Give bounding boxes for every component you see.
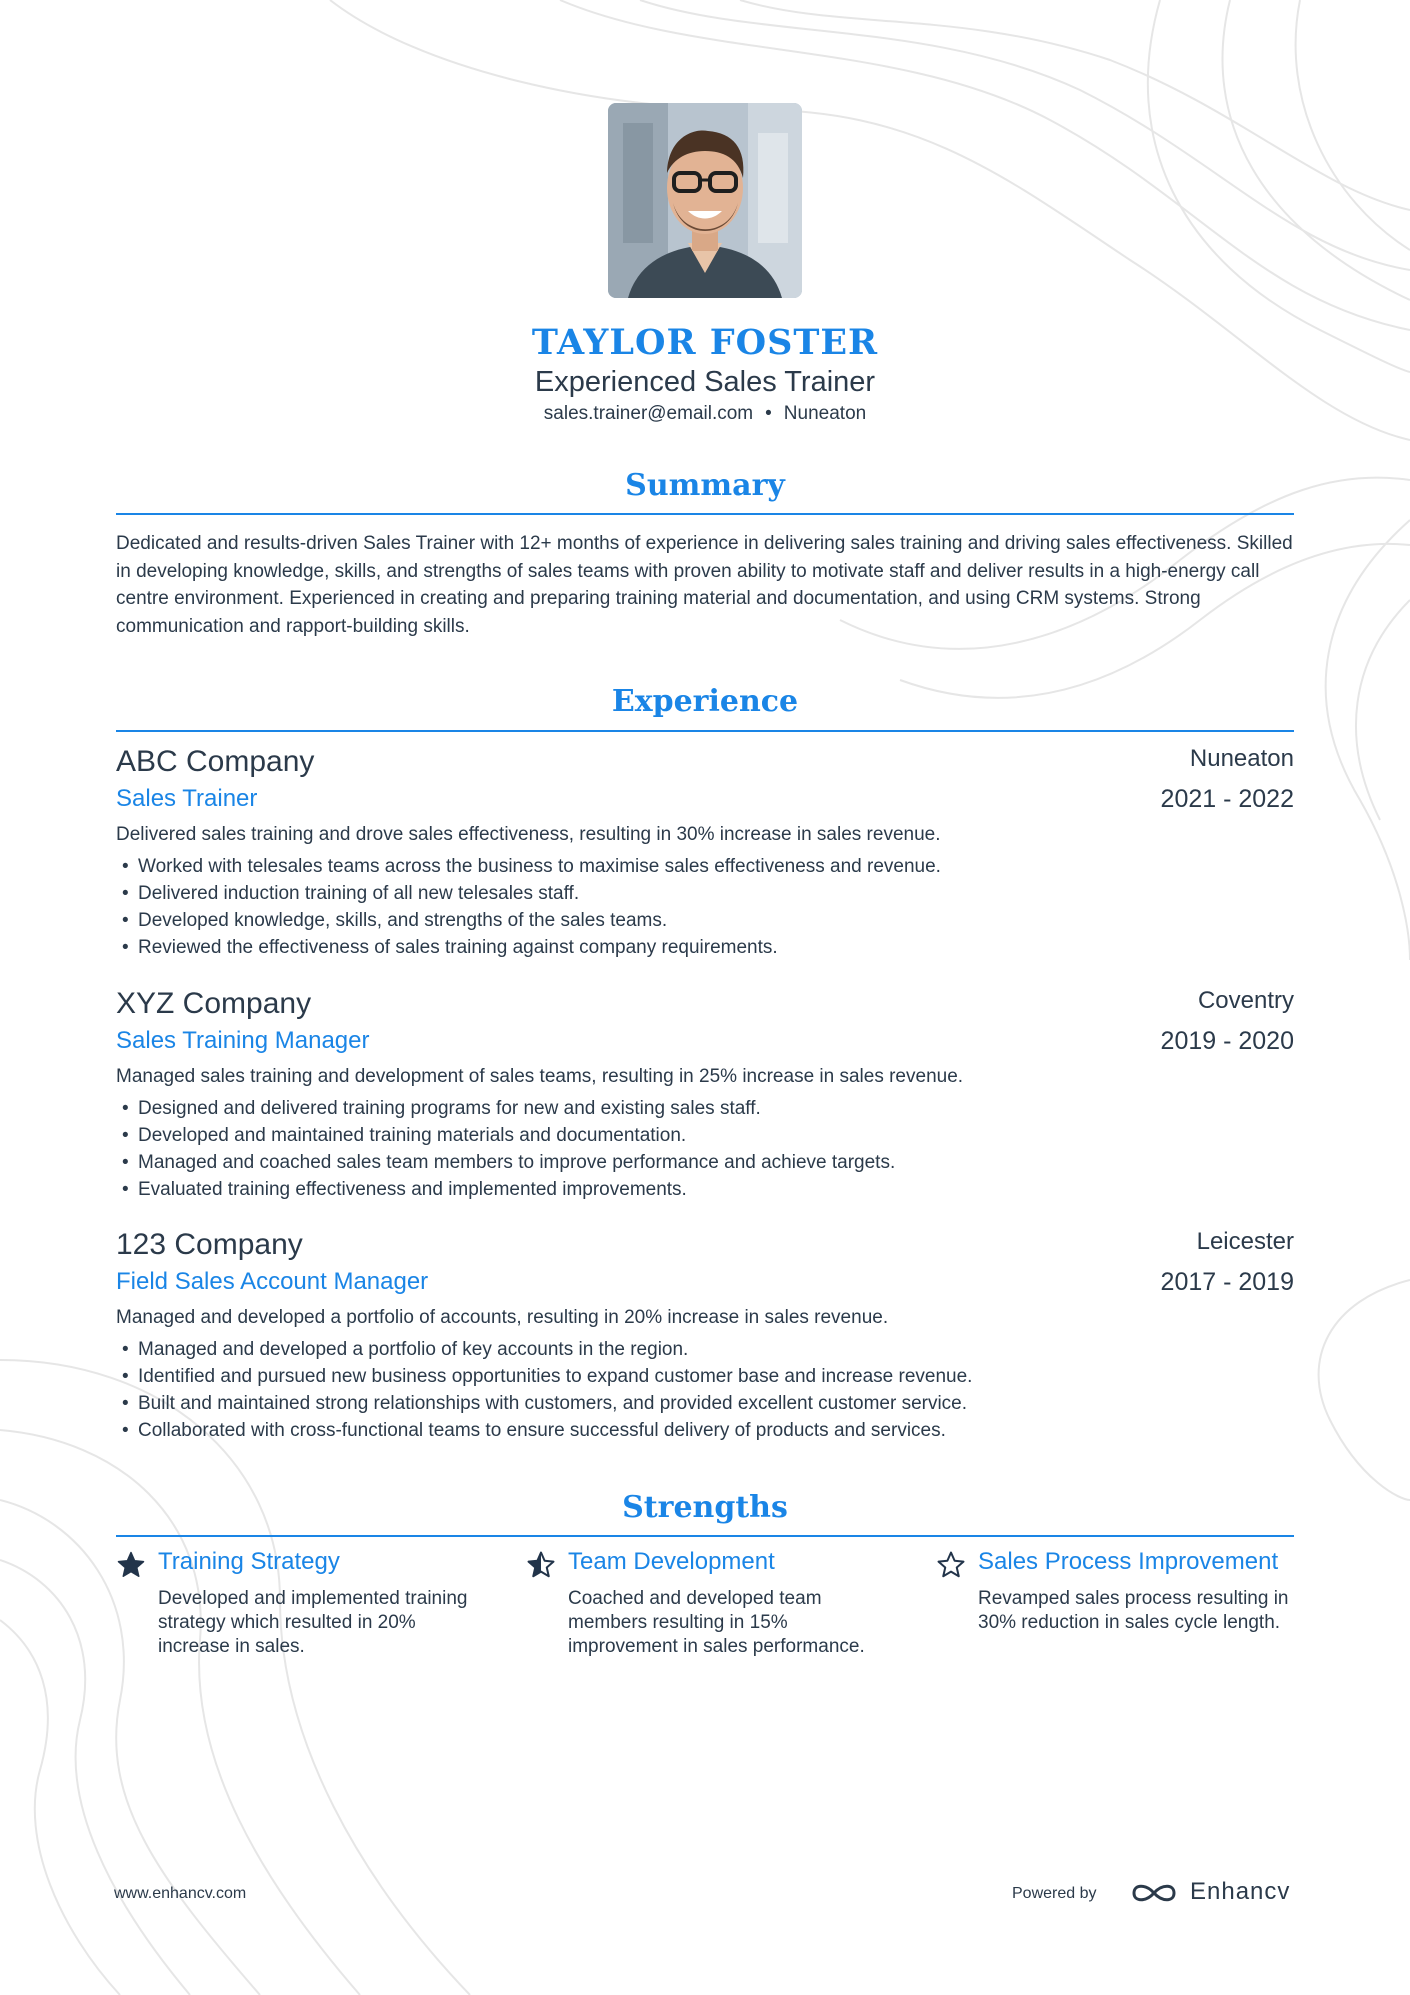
strength-text: Revamped sales process resulting in 30% reduction in sales cycle length.	[978, 1588, 1289, 1633]
summary-text: Dedicated and results-driven Sales Trainer with 12+ months of experience in delivering sales training and driving sales effectiveness. Skilled in developing knowledge, skills, and strengths of sales teams with proven ability to motivate staff and deliver results in a high-energy call centre environment. Experienced in creating and preparing training material and documentation, and using CRM systems. Strong communication and rapport-building skills.	[116, 533, 1293, 637]
strength-title: Team Development	[568, 1548, 775, 1575]
contact-line	[0, 403, 1410, 425]
job-dates: 2021 - 2022	[1160, 785, 1294, 813]
job-bullet: • Evaluated training effectiveness and implemented improvements.	[116, 1176, 895, 1203]
footer-powered-by: Powered by	[1012, 1885, 1097, 1902]
candidate-name: TAYLOR FOSTER	[531, 322, 879, 363]
company-name: 123 Company	[116, 1228, 303, 1261]
job-bullet: • Delivered induction training of all new telesales staff.	[116, 880, 941, 907]
job-bullet: • Collaborated with cross-functional teams to ensure successful delivery of products and services.	[116, 1417, 972, 1444]
contact-location: Nuneaton	[783, 403, 867, 424]
job-location: Leicester	[1196, 1228, 1294, 1255]
job-title: Field Sales Account Manager	[116, 1268, 429, 1295]
footer-website-link[interactable]: www.enhancv.com	[114, 1885, 247, 1902]
job-dates: 2019 - 2020	[1160, 1027, 1294, 1055]
contact-separator: •	[765, 403, 772, 424]
strength-title: Sales Process Improvement	[978, 1548, 1279, 1575]
job-description: Managed sales training and development of sales teams, resulting in 25% increase in sales revenue.	[116, 1066, 964, 1087]
summary-divider	[116, 513, 1294, 515]
enhancv-logo-icon	[1130, 1878, 1178, 1908]
star-outline-icon	[936, 1550, 966, 1580]
strength-text: Coached and developed team members resulting in 15% improvement in sales performance.	[568, 1588, 865, 1657]
job-bullet: • Developed and maintained training materials and documentation.	[116, 1122, 895, 1149]
job-bullets	[116, 853, 941, 961]
footer-brand-name: Enhancv	[1190, 1878, 1291, 1905]
job-dates: 2017 - 2019	[1160, 1268, 1294, 1296]
star-half-icon	[526, 1550, 556, 1580]
summary-title: Summary	[625, 468, 785, 503]
job-bullet: • Developed knowledge, skills, and strengths of the sales teams.	[116, 907, 941, 934]
job-bullet: • Reviewed the effectiveness of sales training against company requirements.	[116, 934, 941, 961]
job-bullets	[116, 1336, 972, 1444]
job-title: Sales Trainer	[116, 785, 258, 812]
job-location: Nuneaton	[1189, 745, 1294, 772]
job-bullet: • Designed and delivered training programs for new and existing sales staff.	[116, 1095, 895, 1122]
job-bullet: • Managed and developed a portfolio of key accounts in the region.	[116, 1336, 972, 1363]
experience-title: Experience	[611, 684, 799, 719]
job-location: Coventry	[1197, 987, 1294, 1014]
strength-title: Training Strategy	[158, 1548, 340, 1575]
experience-divider	[116, 730, 1294, 732]
job-description: Managed and developed a portfolio of accounts, resulting in 20% increase in sales revenue.	[116, 1307, 889, 1328]
job-bullet: • Managed and coached sales team members to improve performance and achieve targets.	[116, 1149, 895, 1176]
strengths-divider	[116, 1535, 1294, 1537]
strengths-title: Strengths	[622, 1490, 788, 1525]
job-title: Sales Training Manager	[116, 1027, 370, 1054]
job-bullet: • Built and maintained strong relationships with customers, and provided excellent customer service.	[116, 1390, 972, 1417]
candidate-headline: Experienced Sales Trainer	[534, 366, 876, 398]
profile-photo	[608, 103, 802, 298]
company-name: ABC Company	[116, 745, 315, 778]
company-name: XYZ Company	[116, 987, 312, 1020]
job-bullets	[116, 1095, 895, 1203]
star-filled-icon	[116, 1550, 146, 1580]
strength-text: Developed and implemented training strategy which resulted in 20% increase in sales.	[158, 1588, 468, 1657]
job-bullet: • Worked with telesales teams across the business to maximise sales effectiveness and revenue.	[116, 853, 941, 880]
contact-email[interactable]: sales.trainer@email.com	[543, 403, 754, 424]
job-description: Delivered sales training and drove sales effectiveness, resulting in 30% increase in sales revenue.	[116, 824, 941, 845]
job-bullet: • Identified and pursued new business opportunities to expand customer base and increase revenue.	[116, 1363, 972, 1390]
